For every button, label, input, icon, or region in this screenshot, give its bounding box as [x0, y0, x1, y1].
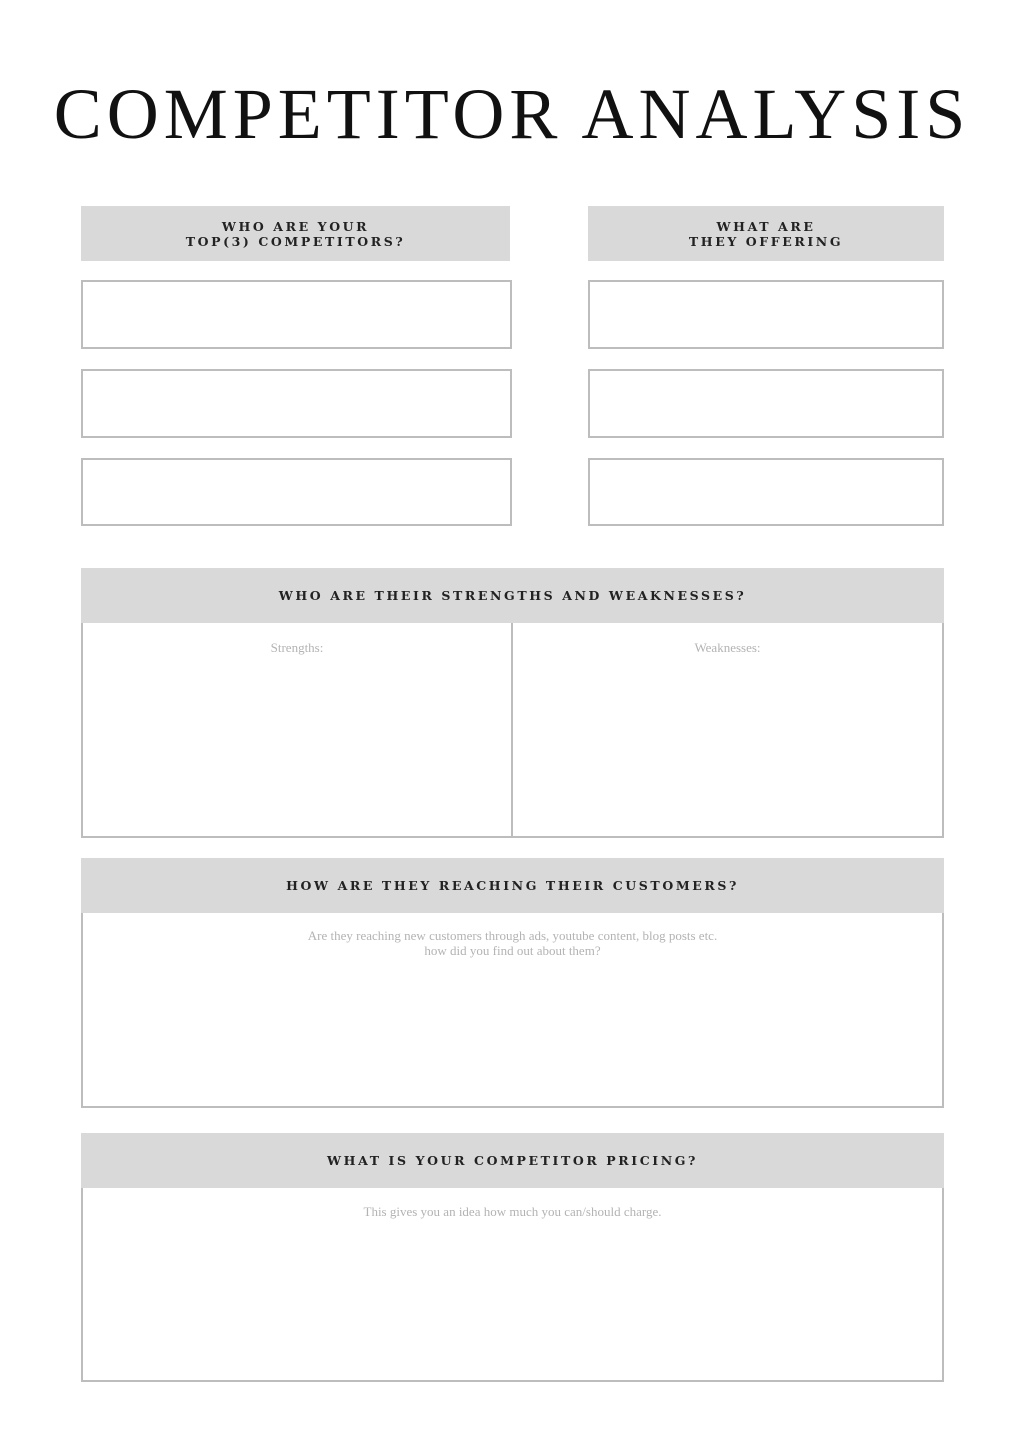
competitors-header [81, 206, 510, 261]
offerings-header-line2: THEY OFFERING [688, 233, 844, 249]
strengths-weaknesses-header [81, 568, 944, 623]
competitor-2-field[interactable] [81, 369, 512, 438]
offerings-header-line1: WHAT ARE [716, 218, 816, 234]
reaching-header-text: HOW ARE THEY REACHING THEIR CUSTOMERS? [286, 878, 739, 893]
reaching-header [81, 858, 944, 913]
offering-1-field[interactable] [588, 280, 944, 349]
reaching-hint-line1: Are they reaching new customers through ads, youtube content, blog posts etc. [307, 928, 718, 943]
offering-3-field[interactable] [588, 458, 944, 526]
pricing-hint: This gives you an idea how much you can/should charge. [363, 1204, 662, 1219]
competitors-header-line1: WHO ARE YOUR [221, 218, 370, 234]
reaching-hint [81, 928, 944, 958]
competitor-1-field[interactable] [81, 280, 512, 349]
competitor-3-field[interactable] [81, 458, 512, 526]
weaknesses-label: Weaknesses: [694, 640, 761, 655]
strengths-label: Strengths: [270, 640, 324, 655]
pricing-header-text: WHAT IS YOUR COMPETITOR PRICING? [327, 1153, 698, 1168]
reaching-hint-line2: how did you find out about them? [424, 943, 601, 958]
strengths-weaknesses-header-text: WHO ARE THEIR STRENGTHS AND WEAKNESSES? [278, 588, 747, 603]
offering-2-field[interactable] [588, 369, 944, 438]
offerings-header [588, 206, 944, 261]
competitors-header-line2: TOP(3) COMPETITORS? [185, 233, 406, 249]
pricing-header [81, 1133, 944, 1188]
page-title: COMPETITOR ANALYSIS [53, 74, 971, 154]
